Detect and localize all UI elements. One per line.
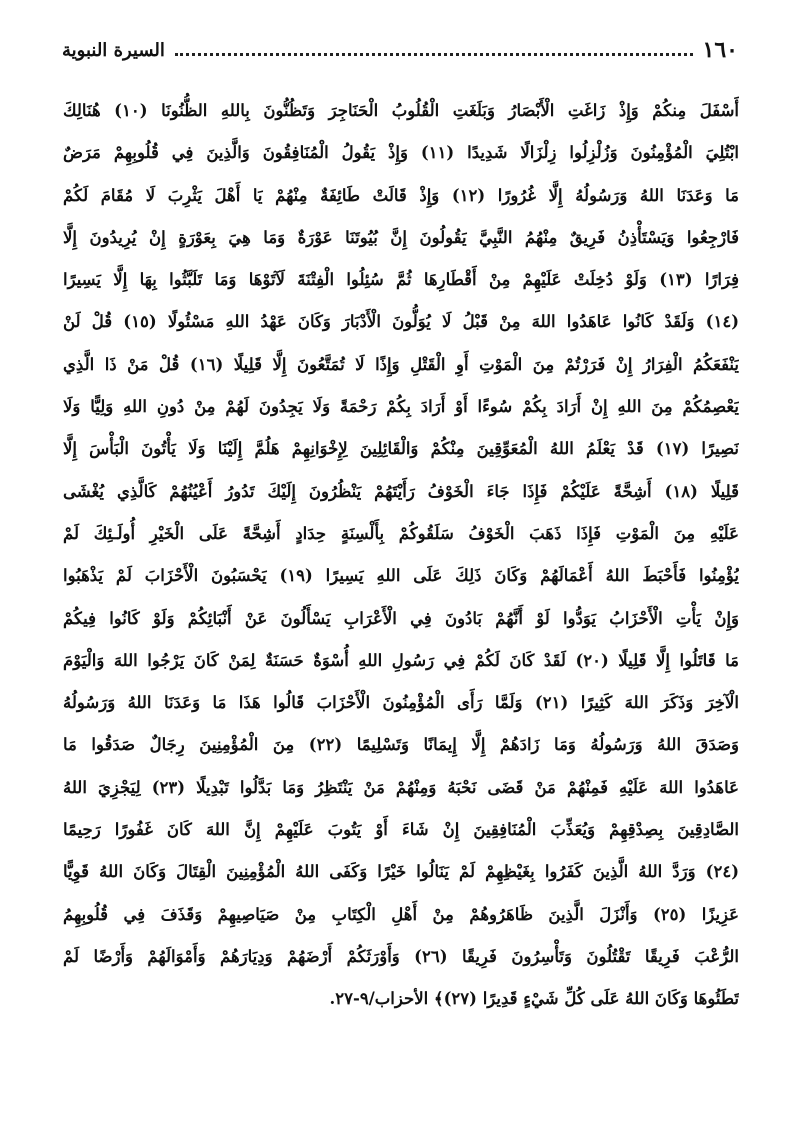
text-line: وَصَدَقَ اللهُ وَرَسُولُهُ وَمَا زَادَهُمْ إِلَّا إِيمَانًا وَتَسْلِيمًا (٢٢) مِنَ الْمُؤْمِنِينَ رِجَالٌ صَدَقُوا مَا [63, 735, 739, 755]
text-line: فَارْجِعُوا وَيَسْتَأْذِنُ فَرِيقٌ مِنْهُمُ النَّبِيَّ يَقُولُونَ إِنَّ بُيُوتَنَا عَوْرَةٌ وَمَا هِيَ بِعَوْرَةٍ إِنْ يُرِيدُونَ إِلَّا [63, 227, 739, 247]
text-line: ابْتُلِيَ الْمُؤْمِنُونَ وَزُلْزِلُوا زِلْزَالًا شَدِيدًا (١١) وَإِذْ يَقُولُ الْمُنَافِقُونَ وَالَّذِينَ فِي قُلُوبِهِمْ مَرَضٌ [63, 143, 739, 163]
page-number: ١٦٠ [702, 37, 738, 63]
text-line: أَسْفَلَ مِنكُمْ وَإِذْ زَاغَتِ الْأَبْصَارُ وَبَلَغَتِ الْقُلُوبُ الْحَنَاجِرَ وَتَظُنُّونَ بِاللهِ الظُّنُونَا (١٠) هُنَالِكَ [63, 101, 739, 120]
text-line: مَا قَاتَلُوا إِلَّا قَلِيلًا (٢٠) لَقَدْ كَانَ لَكُمْ فِي رَسُولِ اللهِ أُسْوَةٌ حَسَنَةٌ لِمَنْ كَانَ يَرْجُوا اللهَ وَالْيَوْمَ [63, 650, 739, 670]
text-line: عَزِيزًا (٢٥) وَأَنْزَلَ الَّذِينَ ظَاهَرُوهُمْ مِنْ أَهْلِ الْكِتَابِ مِنْ صَيَاصِيهِمْ وَقَذَفَ فِي قُلُوبِهِمُ [63, 904, 739, 924]
text-line: وَإِنْ يَأْتِ الْأَحْزَابُ يَوَدُّوا لَوْ أَنَّهُمْ بَادُونَ فِي الْأَعْرَابِ يَسْأَلُونَ عَنْ أَنْبَائِكُمْ وَلَوْ كَانُوا فِيكُمْ [63, 608, 739, 628]
text-line: عَلَيْهِ مِنَ الْمَوْتِ فَإِذَا ذَهَبَ الْخَوْفُ سَلَقُوكُمْ بِأَلْسِنَةٍ حِدَادٍ أَشِحَّةً عَلَى الْخَيْرِ أُولَـئِكَ لَمْ [63, 523, 739, 543]
running-title: السيرة النبوية [62, 39, 165, 61]
text-line: (٢٤) وَرَدَّ اللهُ الَّذِينَ كَفَرُوا بِغَيْظِهِمْ لَمْ يَنَالُوا خَيْرًا وَكَفَى اللهُ الْمُؤْمِنِينَ الْقِتَالَ وَكَانَ اللهُ قَوِيًّا [63, 862, 739, 882]
header-dotted-leader [175, 53, 693, 56]
text-line: يَنْفَعَكُمُ الْفِرَارُ إِنْ فَرَرْتُمْ مِنَ الْمَوْتِ أَوِ الْقَتْلِ وَإِذًا لَا تُمَتَّعُونَ إِلَّا قَلِيلًا (١٦) قُلْ مَنْ ذَا الَّذِي [63, 354, 739, 374]
text-line-last: تَطَئُوهَا وَكَانَ اللهُ عَلَى كُلِّ شَيْءٍ قَدِيرًا (٢٧)﴾ الأحزاب/٩-٢٧. [329, 989, 739, 1009]
text-line: الرُّعْبَ فَرِيقًا تَقْتُلُونَ وَتَأْسِرُونَ فَرِيقًا (٢٦) وَأَوْرَثَكُمْ أَرْضَهُمْ وَدِيَارَهُمْ وَأَمْوَالَهُمْ وَأَرْضًا لَمْ [63, 946, 739, 966]
page-header [62, 34, 738, 66]
text-line: يَعْصِمُكُمْ مِنَ اللهِ إِنْ أَرَادَ بِكُمْ سُوءًا أَوْ أَرَادَ بِكُمْ رَحْمَةً وَلَا يَجِدُونَ لَهُمْ مِنْ دُونِ اللهِ وَلِيًّا وَلَا [63, 397, 739, 417]
text-line: الْآخِرَ وَذَكَرَ اللهَ كَثِيرًا (٢١) وَلَمَّا رَأَى الْمُؤْمِنُونَ الْأَحْزَابَ قَالُوا هَذَا مَا وَعَدَنَا اللهُ وَرَسُولُهُ [63, 693, 739, 713]
quran-passage [63, 90, 739, 1021]
text-line: مَا وَعَدَنَا اللهُ وَرَسُولُهُ إِلَّا غُرُورًا (١٢) وَإِذْ قَالَتْ طَائِفَةٌ مِنْهُمْ يَا أَهْلَ يَثْرِبَ لَا مُقَامَ لَكُمْ [63, 185, 739, 205]
text-line: (١٤) وَلَقَدْ كَانُوا عَاهَدُوا اللهَ مِنْ قَبْلُ لَا يُوَلُّونَ الْأَدْبَارَ وَكَانَ عَهْدُ اللهِ مَسْئُولًا (١٥) قُلْ لَنْ [63, 312, 739, 332]
text-line: قَلِيلًا (١٨) أَشِحَّةً عَلَيْكُمْ فَإِذَا جَاءَ الْخَوْفُ رَأَيْتَهُمْ يَنْظُرُونَ إِلَيْكَ تَدُورُ أَعْيُنُهُمْ كَالَّذِي يُغْشَى [63, 481, 739, 501]
text-line: عَاهَدُوا اللهَ عَلَيْهِ فَمِنْهُمْ مَنْ قَضَى نَحْبَهُ وَمِنْهُمْ مَنْ يَنْتَظِرُ وَمَا بَدَّلُوا تَبْدِيلًا (٢٣) لِيَجْزِيَ اللهُ [63, 777, 739, 797]
text-line: نَصِيرًا (١٧) قَدْ يَعْلَمُ اللهُ الْمُعَوِّقِينَ مِنْكُمْ وَالْقَائِلِينَ لِإِخْوَانِهِمْ هَلُمَّ إِلَيْنَا وَلَا يَأْتُونَ الْبَأْسَ إِلَّا [63, 439, 739, 459]
text-line: الصَّادِقِينَ بِصِدْقِهِمْ وَيُعَذِّبَ الْمُنَافِقِينَ إِنْ شَاءَ أَوْ يَتُوبَ عَلَيْهِمْ إِنَّ اللهَ كَانَ غَفُورًا رَحِيمًا [63, 820, 739, 840]
text-line: فِرَارًا (١٣) وَلَوْ دُخِلَتْ عَلَيْهِمْ مِنْ أَقْطَارِهَا ثُمَّ سُئِلُوا الْفِتْنَةَ لَآتَوْهَا وَمَا تَلَبَّثُوا بِهَا إِلَّا يَسِيرًا [63, 270, 739, 290]
text-line: يُؤْمِنُوا فَأَحْبَطَ اللهُ أَعْمَالَهُمْ وَكَانَ ذَلِكَ عَلَى اللهِ يَسِيرًا (١٩) يَحْسَبُونَ الْأَحْزَابَ لَمْ يَذْهَبُوا [63, 566, 739, 586]
